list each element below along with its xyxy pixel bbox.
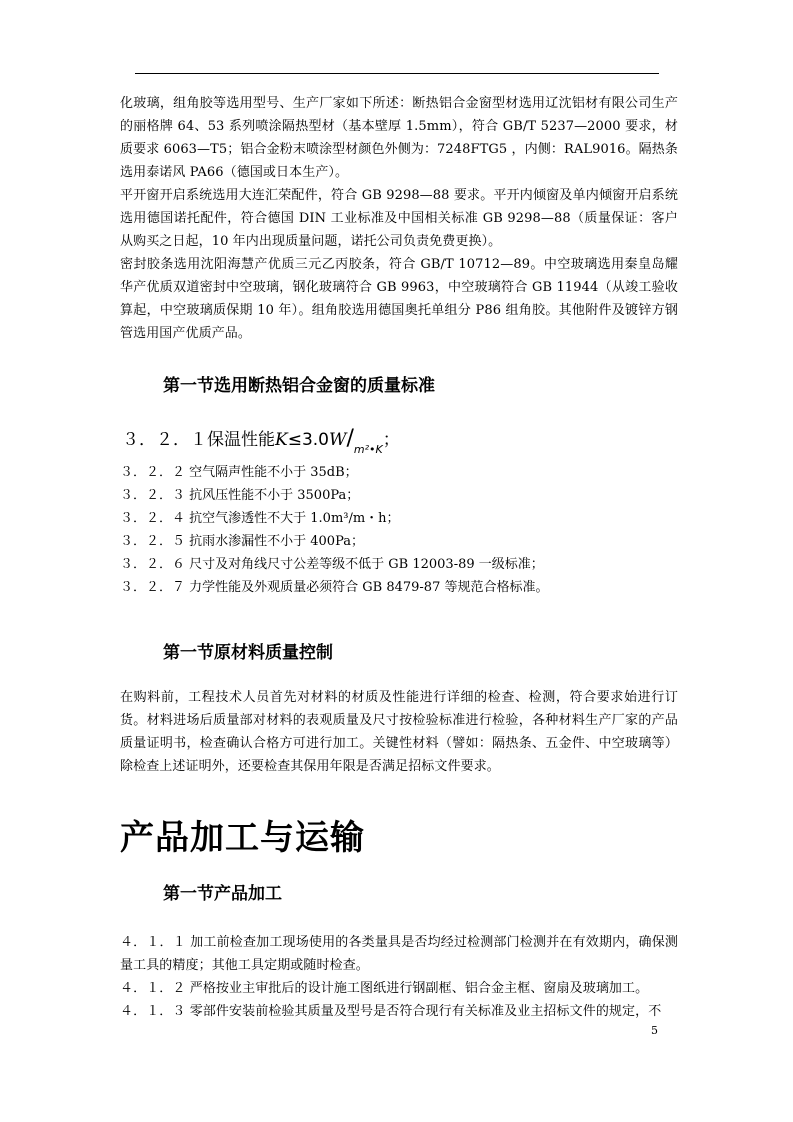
intro-paragraph-2: 平开窗开启系统选用大连汇荣配件，符合 GB 9298—88 要求。平开内倾窗及单内倾窗开启系统选用德国诺托配件，符合德国 DIN 工业标准及中国相关标准 GB 9298—88（质量保证：客户从购买之日起，10 年内出现质量问题，诺托公司负责免费更换）。: [120, 188, 678, 249]
formula-le: ≤: [287, 430, 302, 450]
chapter-title: 产品加工与运输: [120, 818, 365, 858]
intro-paragraph-1: 化玻璃，组角胶等选用型号、生产厂家如下所述：断热铝合金窗型材选用辽沈铝材有限公司生产的丽格牌 64、53 系列喷涂隔热型材（基本壁厚 1.5mm），符合 GB/T 5237—2000 要求，材质要求 6063—T5；铝合金粉末喷涂型材颜色外侧为：7248FTG5 ，内侧：RAL9016。隔热条选用泰诺风 PA66（德国或日本生产）。: [120, 96, 678, 180]
processing-text: [120, 931, 678, 1023]
intro-paragraph-3: 密封胶条选用沈阳海慧产优质三元乙丙胶条，符合 GB/T 10712—89。中空玻璃选用秦皇岛耀华产优质双道密封中空玻璃，钢化玻璃符合 GB 9963，中空玻璃符合 GB 11944（从竣工验收算起，中空玻璃质保期 10 年）。组角胶选用德国奥托单组分 P86 组角胶。其他附件及镀锌方钢管选用国产优质产品。: [120, 257, 678, 341]
formula-value: 3.0: [301, 430, 329, 450]
list-item: ３．２．６ 尺寸及对角线尺寸公差等级不低于 GB 12003-89 一级标准；: [120, 557, 544, 572]
section-heading-quality-standard: 第一节选用断热铝合金窗的质量标准: [163, 376, 435, 396]
formula-prefix: ３．２．１保温性能: [122, 430, 275, 450]
material-control-text: [120, 686, 678, 778]
formula-w: W: [329, 430, 347, 450]
formula-denominator: m²•K: [353, 443, 383, 456]
formula-suffix: ；: [382, 430, 400, 450]
processing-paragraph-1: ４．１．１ 加工前检查加工现场使用的各类量具是否均经过检测部门检测并在有效期内，确保测量工具的精度；其他工具定期或随时检查。: [120, 935, 678, 973]
section-heading-material-control: 第一节原材料质量控制: [163, 643, 333, 663]
list-item: ３．２．３ 抗风压性能不小于 3500Pa；: [120, 488, 360, 503]
standards-list: [120, 461, 678, 599]
material-control-paragraph: 在购料前，工程技术人员首先对材料的材质及性能进行详细的检查、检测，符合要求始进行订货。材料进场后质量部对材料的表观质量及尺寸按检验标准进行检验，各种材料生产厂家的产品质量证明书，检查确认合格方可进行加工。关键性材料（譬如：隔热条、五金件、中空玻璃等）除检查上述证明外，还要检查其保用年限是否满足招标文件要求。: [120, 690, 678, 774]
header-rule: [135, 73, 659, 74]
intro-text: [120, 92, 678, 345]
list-item: ３．２．５ 抗雨水渗漏性不小于 400Pa；: [120, 534, 364, 549]
page-number: 5: [651, 1024, 658, 1037]
formula-k: K: [275, 430, 288, 450]
insulation-formula: ３．２．１保温性能$K\le 3.0W/_{m^2•K}$；: [122, 426, 400, 456]
list-item: ３．２．４ 抗空气渗透性不大于 1.0m³/m・h；: [120, 511, 400, 526]
processing-paragraph-3: ４．１．３ 零部件安装前检验其质量及型号是否符合现行有关标准及业主招标文件的规定，不: [120, 1004, 662, 1019]
section-heading-processing: 第一节产品加工: [163, 884, 282, 904]
processing-paragraph-2: ４．１．２ 严格按业主审批后的设计施工图纸进行钢副框、铝合金主框、窗扇及玻璃加工。: [120, 981, 649, 996]
list-item: ３．２．２ 空气隔声性能不小于 35dB；: [120, 465, 358, 480]
list-item: ３．２．７ 力学性能及外观质量必须符合 GB 8479-87 等规范合格标准。: [120, 580, 549, 595]
